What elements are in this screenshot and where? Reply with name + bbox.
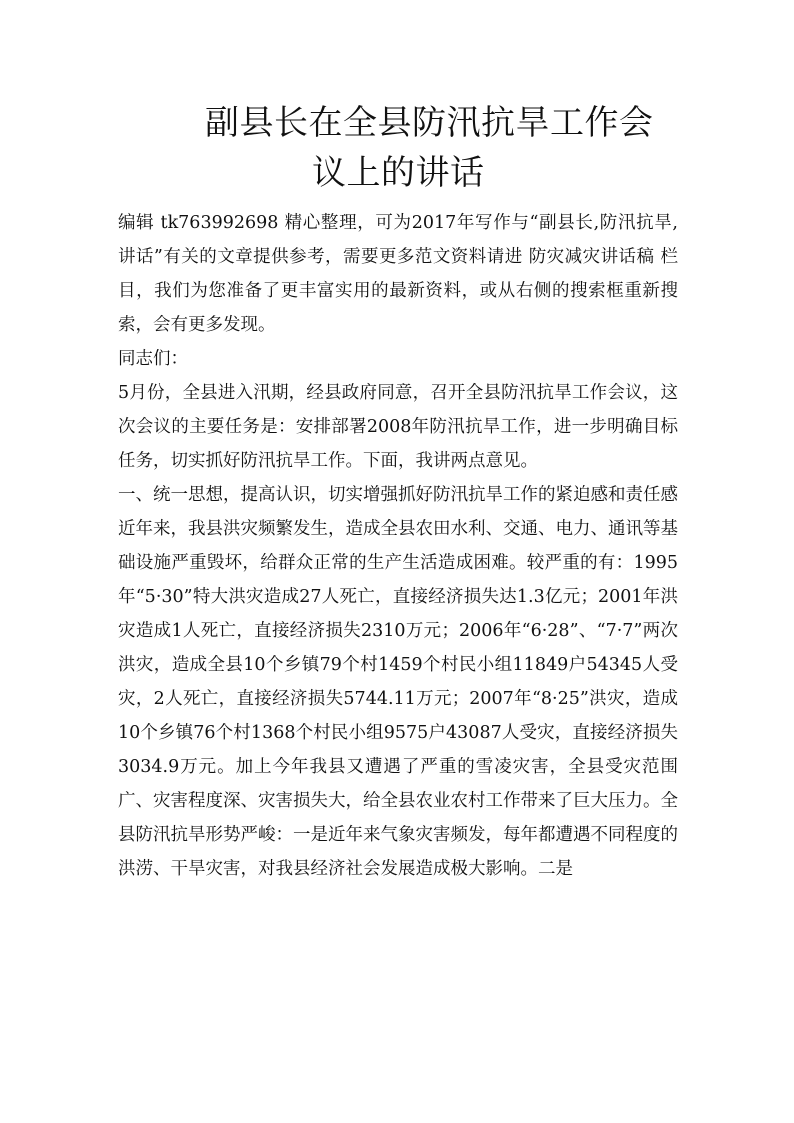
title-line-2: 议上的讲话 [312, 153, 485, 193]
document-title [0, 98, 794, 198]
document-body [118, 206, 678, 886]
salutation: 同志们： [118, 349, 188, 369]
intro-paragraph: 编辑 tk763992698 精心整理，可为2017年写作与“副县长,防汛抗旱,讲话”有关的文章提供参考，需要更多范文资料请进 防灾减灾讲话稿 栏目，我们为您准备了更丰富实用的最新资料，或从右侧的搜索框重新搜索，会有更多发现。 [118, 213, 678, 335]
opening-paragraph: 5月份，全县进入汛期，经县政府同意，召开全县防汛抗旱工作会议，这次会议的主要任务是：安排部署2008年防汛抗旱工作，进一步明确目标任务，切实抓好防汛抗旱工作。下面，我讲两点意见。 [118, 383, 678, 471]
body-paragraph: 近年来，我县洪灾频繁发生，造成全县农田水利、交通、电力、通讯等基础设施严重毁坏，给群众正常的生产生活造成困难。较严重的有：1995年“5·30”特大洪灾造成27人死亡，直接经济损失达1.3亿元；2001年洪灾造成1人死亡，直接经济损失2310万元；2006年“6·28”、“7·7”两次洪灾，造成全县10个乡镇79个村1459个村民小组11849户54345人受灾，2人死亡，直接经济损失5744.11万元；2007年“8·25”洪灾，造成10个乡镇76个村1368个村民小组9575户43087人受灾，直接经济损失3034.9万元。加上今年我县又遭遇了严重的雪凌灾害，全县受灾范围广、灾害程度深、灾害损失大，给全县农业农村工作带来了巨大压力。全县防汛抗旱形势严峻：一是近年来气象灾害频发，每年都遭遇不同程度的洪涝、干旱灾害，对我县经济社会发展造成极大影响。二是 [118, 519, 678, 879]
section-heading: 一、统一思想，提高认识，切实增强抓好防汛抗旱工作的紧迫感和责任感 [118, 485, 678, 505]
title-line-1: 副县长在全县防汛抗旱工作会 [205, 103, 654, 143]
